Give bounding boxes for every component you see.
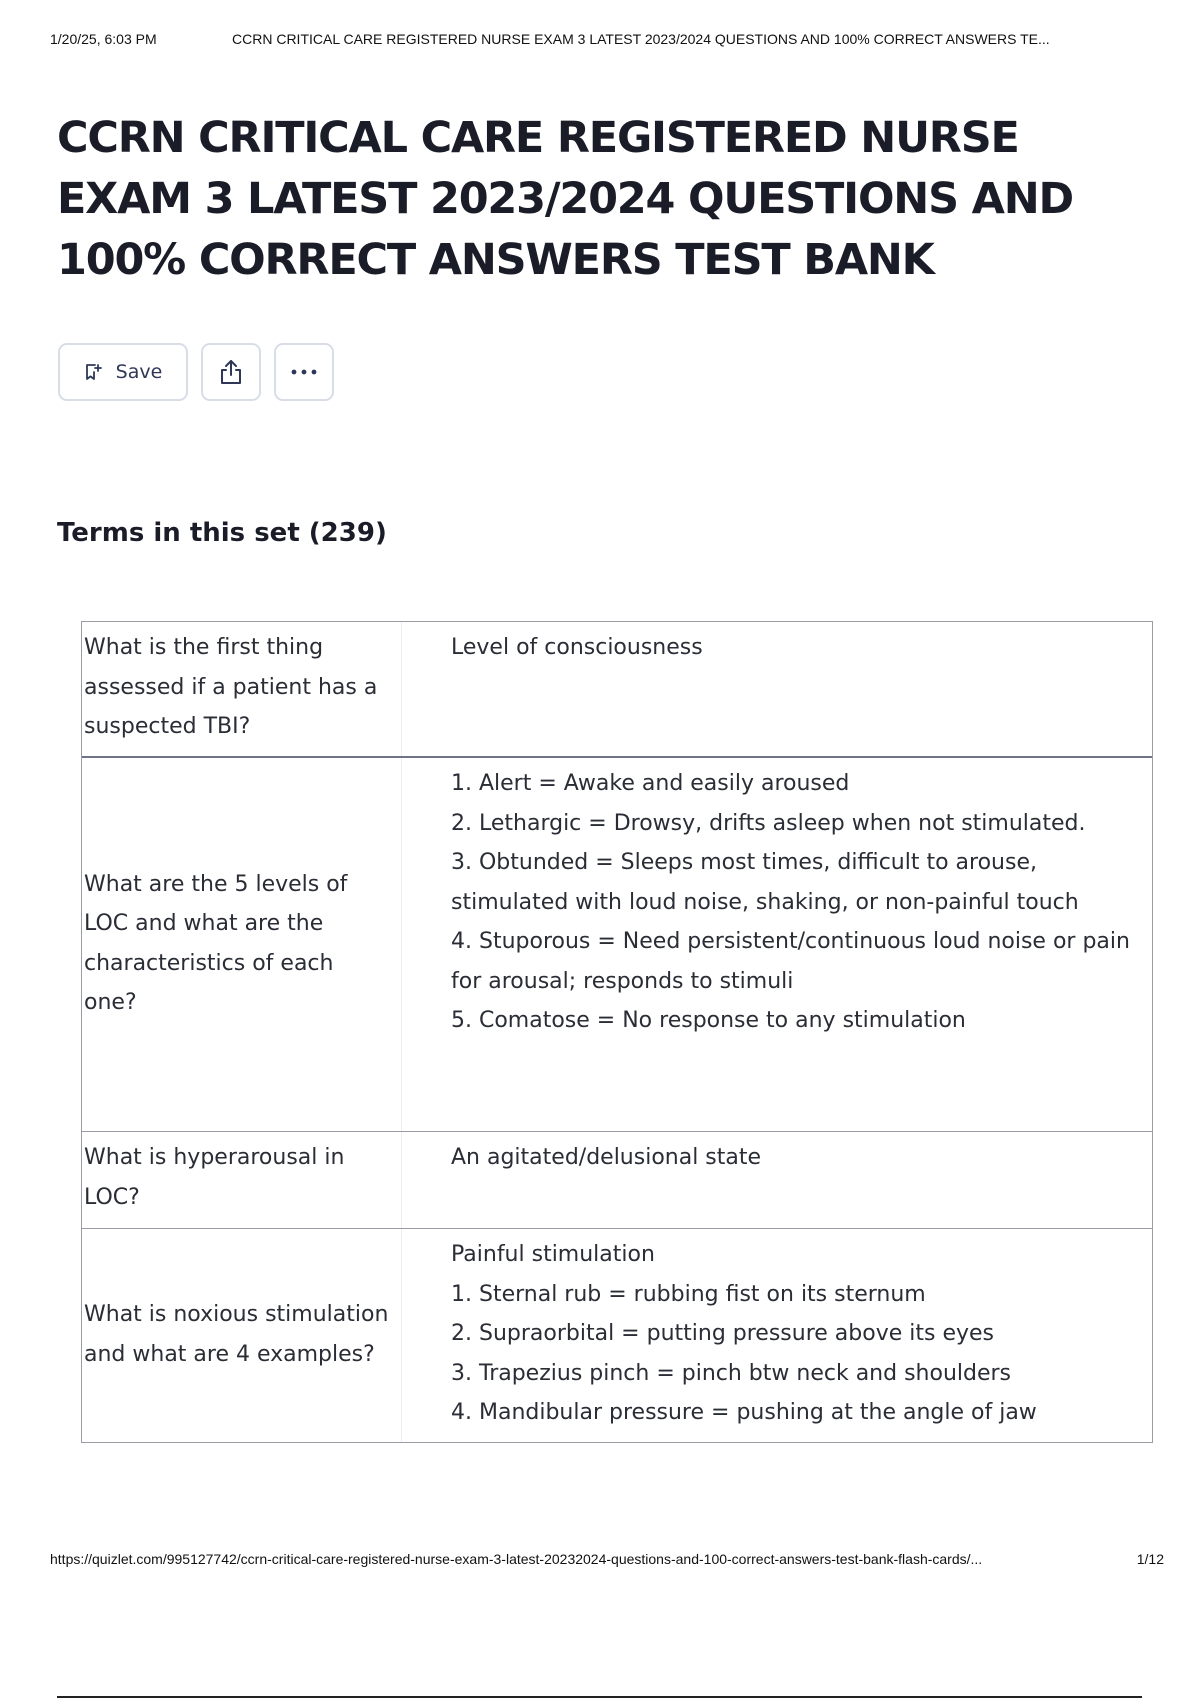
term-text: What is noxious stimulation and what are 4 examples?	[84, 1302, 389, 1367]
print-doc-title: CCRN CRITICAL CARE REGISTERED NURSE EXAM 3 LATEST 2023/2024 QUESTIONS AND 100% CORRECT ANSWERS TE...	[232, 31, 1050, 47]
definition-line: 5. Comatose = No response to any stimulation	[451, 1008, 966, 1033]
definition-line: An agitated/delusional state	[451, 1145, 762, 1170]
page-number: 1/12	[1136, 1551, 1164, 1567]
definition-cell	[402, 622, 1152, 756]
bookmark-plus-icon	[84, 363, 102, 381]
term-row	[82, 622, 1152, 758]
term-row	[82, 758, 1152, 1132]
save-button[interactable]	[58, 343, 188, 401]
term-row	[82, 1229, 1152, 1442]
terms-heading: Terms in this set (239)	[57, 518, 387, 548]
definition-line: Painful stimulation	[451, 1242, 655, 1267]
term-row	[82, 1132, 1152, 1229]
definition-line: 4. Stuporous = Need persistent/continuous loud noise or pain for arousal; responds to stimuli	[451, 929, 1130, 994]
term-cell	[82, 758, 402, 1131]
term-cell	[82, 1132, 402, 1228]
term-text: What is the first thing assessed if a patient has a suspected TBI?	[84, 635, 378, 739]
definition-line: 4. Mandibular pressure = pushing at the angle of jaw	[451, 1400, 1037, 1425]
term-cell	[82, 1229, 402, 1442]
term-cell	[82, 622, 402, 756]
definition-cell	[402, 1229, 1152, 1442]
definition-cell	[402, 1132, 1152, 1228]
term-text: What are the 5 levels of LOC and what are the characteristics of each one?	[84, 871, 348, 1015]
definition-line: Level of consciousness	[451, 635, 703, 660]
share-icon	[218, 358, 244, 386]
bottom-divider	[57, 1696, 1142, 1698]
definition-line: 3. Trapezius pinch = pinch btw neck and shoulders	[451, 1360, 1012, 1386]
more-horizontal-icon	[290, 368, 318, 376]
more-options-button[interactable]	[274, 343, 334, 401]
print-url: https://quizlet.com/995127742/ccrn-critical-care-registered-nurse-exam-3-latest-20232024-questions-and-100-correct-answers-test-bank-flash-cards/...	[50, 1551, 983, 1567]
definition-line: 1. Sternal rub = rubbing fist on its sternum	[451, 1281, 926, 1307]
terms-table	[81, 621, 1153, 1443]
definition-cell	[402, 758, 1152, 1131]
save-label: Save	[115, 361, 163, 383]
print-date: 1/20/25, 6:03 PM	[50, 31, 157, 47]
definition-line: 2. Lethargic = Drowsy, drifts asleep when not stimulated.	[451, 810, 1086, 836]
page-title: CCRN CRITICAL CARE REGISTERED NURSE EXAM 3 LATEST 2023/2024 QUESTIONS AND 100% CORRECT ANSWERS TEST BANK	[57, 113, 1073, 285]
definition-line: 3. Obtunded = Sleeps most times, difficult to arouse, stimulated with loud noise, shaking, or non-painful touch	[451, 850, 1079, 915]
term-text: What is hyperarousal in LOC?	[84, 1145, 345, 1210]
definition-line: 1. Alert = Awake and easily aroused	[451, 771, 850, 796]
definition-line: 2. Supraorbital = putting pressure above its eyes	[451, 1321, 994, 1346]
share-button[interactable]	[201, 343, 261, 401]
